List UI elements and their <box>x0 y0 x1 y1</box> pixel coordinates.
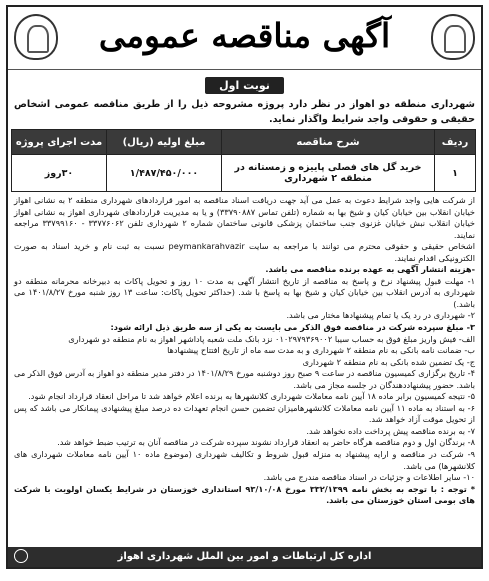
body-paragraph: ج- یک تضمین شده بانکی به نام منطقه ۲ شهرداری <box>302 356 475 367</box>
municipality-emblem-icon <box>14 14 58 60</box>
table-header-row <box>12 130 476 155</box>
cell-row: ۱ <box>435 155 476 192</box>
footer-bar <box>8 547 481 567</box>
tender-table <box>11 129 476 192</box>
col-price: مبلغ اولیه (ریال) <box>107 130 222 155</box>
body-paragraph: ۷- به برنده مناقصه پیش پرداخت داده نخواهد شد. <box>306 425 475 436</box>
cell-subject: خرید گل های فصلی پاییزه و زمستانه در منطقه ۲ شهرداری <box>222 155 435 192</box>
body-paragraph: ۹- شرکت در مناقصه و ارایه پیشنهاد به منزله قبول شروط و تکالیف شهرداری (موضوع ماده ۱۰ آیین نامه معاملات شهرداری های کلانشهرها) می باشد. <box>14 449 475 471</box>
body-paragraph: ۵- نتیجه کمیسیون برابر ماده ۱۸ آیین نامه معاملات شهرداری کلانشهرها به برنده اعلام خواهد شد تا مراحل انعقاد قرارداد انجام شود. <box>28 391 475 402</box>
col-subject: شرح مناقصه <box>222 130 435 155</box>
col-duration: مدت اجرای پروژه <box>12 130 107 155</box>
body-paragraph: الف- فیش واریز مبلغ فوق به حساب سیبا ۰۱۰۲۹۷۹۳۶۹۰۰۲ نزد بانک ملت شعبه پاداشهر اهواز به نام منطقه دو شهرداری <box>68 333 475 344</box>
body-paragraph: * توجه : با توجه به بخش نامه ۳۳۲/۱۳۹۹ مورخ ۹۳/۱۰/۰۸ استانداری خوزستان در شرایط یکسان اولویت با شرکت های بومی استان خوزستان می باشد. <box>14 483 475 506</box>
body-paragraph: از شرکت هایی واجد شرایط دعوت به عمل می آید جهت دریافت اسناد مناقصه به امور قراردادهای شهرداری منطقه ۲ به نشانی اهواز خیابان انقلاب بین خیابان کیان و شیخ بها به شماره (تلفن تماس ۳۳۷۹۰۸۸۷) و یا به مدیریت قراردادهای شهرداری اهواز به نشانی اهواز خیابان انقلاب نبش خیابان غزنوی جنب ساختمان پزشکی قانونی ساختمان شماره ۲ شهرداری تلفن ۳۳۷۷۶۰۶۲ - ۳۳۷۹۹۱۶۰ مراجعه نمایند. <box>14 195 475 240</box>
body-paragraph: -هزینه انتشار آگهی به عهده برنده مناقصه می باشد. <box>265 264 475 275</box>
publication-round-badge: نوبت اول <box>205 77 284 94</box>
body-paragraph: اشخاص حقیقی و حقوقی محترم می توانند با مراجعه به سایت peymankarahvazir نسبت به ثبت نام و خرید اسناد به صورت الکترونیکی اقدام نمایند. <box>14 241 476 263</box>
col-row: ردیف <box>435 130 476 155</box>
body-paragraph: ۳- مبلغ سپرده شرکت در مناقصه فوق الذکر می بایست به یکی از سه طریق ذیل ارائه شود: <box>110 322 475 333</box>
body-paragraph: ب- ضمانت نامه بانکی به نام منطقه ۲ شهرداری و به مدت سه ماه از تاریخ افتتاح پیشنهادها <box>167 345 475 356</box>
body-paragraph: ۱- مهلت قبول پیشنهاد نرخ و پاسخ به مناقصه از تاریخ انتشار آگهی به مدت ۱۰ روز و تحویل پاکات به دبیرخانه محرمانه منطقه دو شهرداری به آدرس انقلاب بین خیابان کیان و شیخ بها به پاسخ با شد. (حداکثر تحویل پاکات: ساعت ۱۳ روز شنبه مورخ ۱۴۰۱/۸/۲۷ می باشد.) <box>14 275 476 309</box>
body-paragraph: ۱۰- سایر اطلاعات و جزئیات در اسناد مناقصه مندرج می باشد. <box>263 472 475 483</box>
footer-text: اداره کل ارتباطات و امور بین الملل شهرداری اهواز <box>117 551 372 562</box>
tender-notice <box>6 5 483 569</box>
table-row <box>12 155 476 192</box>
body-paragraph: ۲- شهرداری در رد یک یا تمام پیشنهادها مختار می باشد. <box>286 310 475 321</box>
notice-title: آگهی مناقصه عمومی <box>98 16 391 55</box>
body-paragraph: ۸- برندگان اول و دوم مناقصه هرگاه حاضر به انعقاد قرارداد نشوند سپرده شرکت در مناقصه آنان به ترتیب ضبط خواهد شد. <box>57 437 475 448</box>
cell-price: ۱/۴۸۷/۴۵۰/۰۰۰ <box>107 155 222 192</box>
municipality-logo-icon <box>14 549 28 563</box>
body-paragraph: ۴- تاریخ برگزاری کمیسیون مناقصه در ساعت ۹ صبح روز دوشنبه مورخ ۱۴۰۱/۸/۲۹ در دفتر مدیر منطقه دو اهواز به آدرس فوق الذکر می باشد. حضور پیشنهاددهندگان در جلسه مجاز می باشد. <box>14 368 475 390</box>
cell-duration: ۳۰روز <box>12 155 107 192</box>
body-paragraph: ۶- به استناد به ماده ۱۱ آیین نامه معاملات کلانشهرهامیزان تضمین حسن انجام تعهدات ده درصد مبلغ پیشنهادی پیمانکار می باشد که پس از تحویل موقت آزاد خواهد شد. <box>14 402 475 425</box>
intro-paragraph: شهرداری منطقه دو اهواز در نظر دارد پروژه مشروحه ذیل را از طریق مناقصه عمومی اشخاص حقیقی و حقوقی واجد شرایط واگذار نماید. <box>14 99 475 125</box>
badge-row <box>8 74 481 94</box>
ahvaz-municipality-logo-icon <box>431 14 475 60</box>
notice-header <box>8 7 481 70</box>
notice-body <box>14 195 475 507</box>
